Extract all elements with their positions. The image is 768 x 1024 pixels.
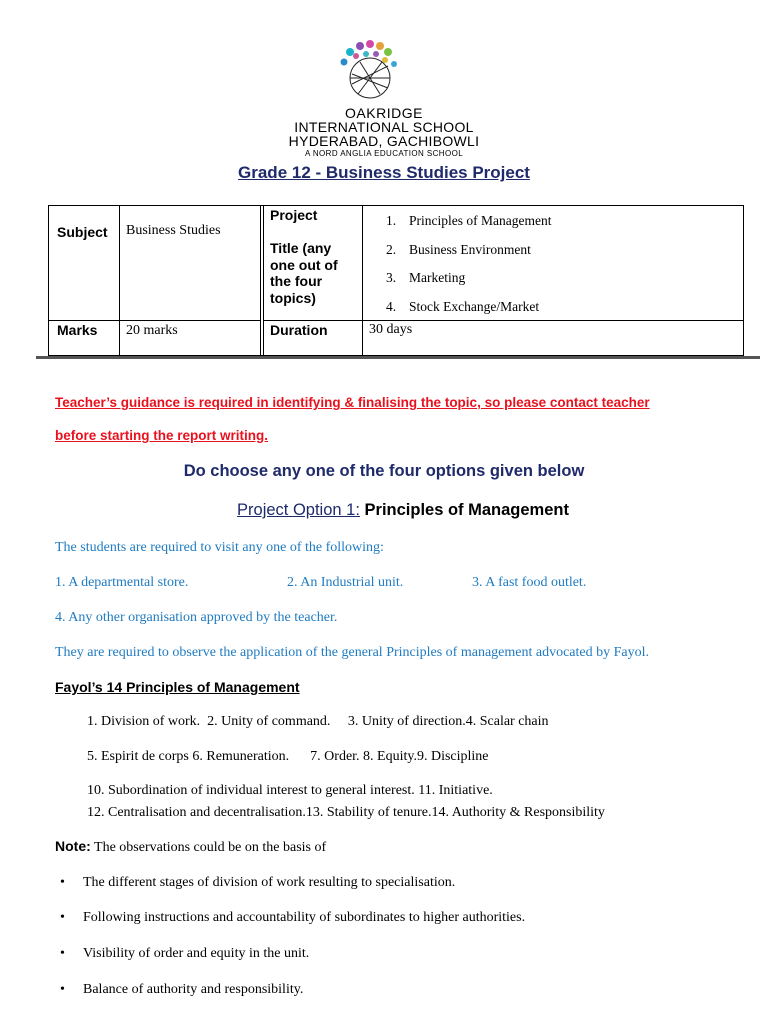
fayol-line-3: 10. Subordination of individual interest to general interest. 11. Initiative. [87, 783, 493, 798]
fayol-heading: Fayol’s 14 Principles of Management [55, 679, 300, 695]
subject-label: Subject [57, 224, 108, 240]
fayol-line-4: 12. Centralisation and decentralisation.13. Stability of tenure.14. Authority & Responsibility [87, 805, 605, 820]
note-paragraph [55, 838, 326, 856]
visit-choice-2: 2. An Industrial unit. [287, 575, 404, 590]
title-label: Title (any one out of the four topics) [270, 240, 338, 306]
guidance-line1: Teacher’s guidance is required in identifying & finalising the topic, so please contact teacher [55, 395, 650, 410]
marks-label: Marks [57, 322, 98, 338]
note-label: Note: [55, 838, 91, 854]
option-label: Project Option 1: [237, 501, 360, 519]
note-text: The observations could be on the basis of [90, 840, 327, 855]
visit-choice-1: 1. A departmental store. [55, 575, 189, 590]
option-heading [0, 501, 768, 520]
school-tagline: A NORD ANGLIA EDUCATION SCHOOL [304, 149, 464, 158]
fayol-line-2: 5. Espirit de corps 6. Remuneration. 7. Order. 8. Equity.9. Discipline [87, 749, 489, 764]
observe-instruction: They are required to observe the application of the general Principles of management advocated by Fayol. [55, 645, 650, 660]
marks-value: 20 marks [126, 323, 178, 338]
visit-choice-3: 3. A fast food outlet. [472, 575, 587, 590]
school-logo-icon [330, 36, 410, 106]
project-info-table [48, 205, 744, 356]
subject-value: Business Studies [126, 223, 221, 238]
document-title: Grade 12 - Business Studies Project [238, 163, 530, 182]
visit-intro: The students are required to visit any one of the following: [55, 540, 384, 555]
list-item: 3. Marketing [386, 270, 466, 285]
duration-label: Duration [270, 322, 328, 338]
fayol-line-1: 1. Division of work. 2. Unity of command. 3. Unity of direction.4. Scalar chain [87, 714, 549, 729]
guidance-line2: before starting the report writing. [55, 428, 269, 443]
duration-value: 30 days [369, 322, 413, 337]
project-label: Project [270, 207, 318, 223]
visit-choice-4: 4. Any other organisation approved by the teacher. [55, 610, 338, 625]
option-title: Principles of Management [364, 501, 569, 519]
list-item: • The different stages of division of work resulting to specialisation. [60, 875, 456, 890]
list-item: 4. Stock Exchange/Market [386, 298, 540, 314]
school-name-line2: INTERNATIONAL SCHOOL [294, 119, 474, 135]
divider [36, 356, 760, 359]
school-name-line3: HYDERABAD, GACHIBOWLI [288, 133, 480, 149]
list-item: • Following instructions and accountability of subordinates to higher authorities. [60, 910, 526, 925]
list-item: • Visibility of order and equity in the unit. [60, 946, 310, 961]
list-item: • Balance of authority and responsibility. [60, 982, 304, 997]
school-name-line1: OAKRIDGE [345, 105, 423, 121]
list-item: 2. Business Environment [386, 241, 531, 257]
choose-heading: Do choose any one of the four options given below [183, 462, 585, 480]
topic-list [386, 213, 551, 327]
list-item: 1. Principles of Management [386, 213, 552, 228]
